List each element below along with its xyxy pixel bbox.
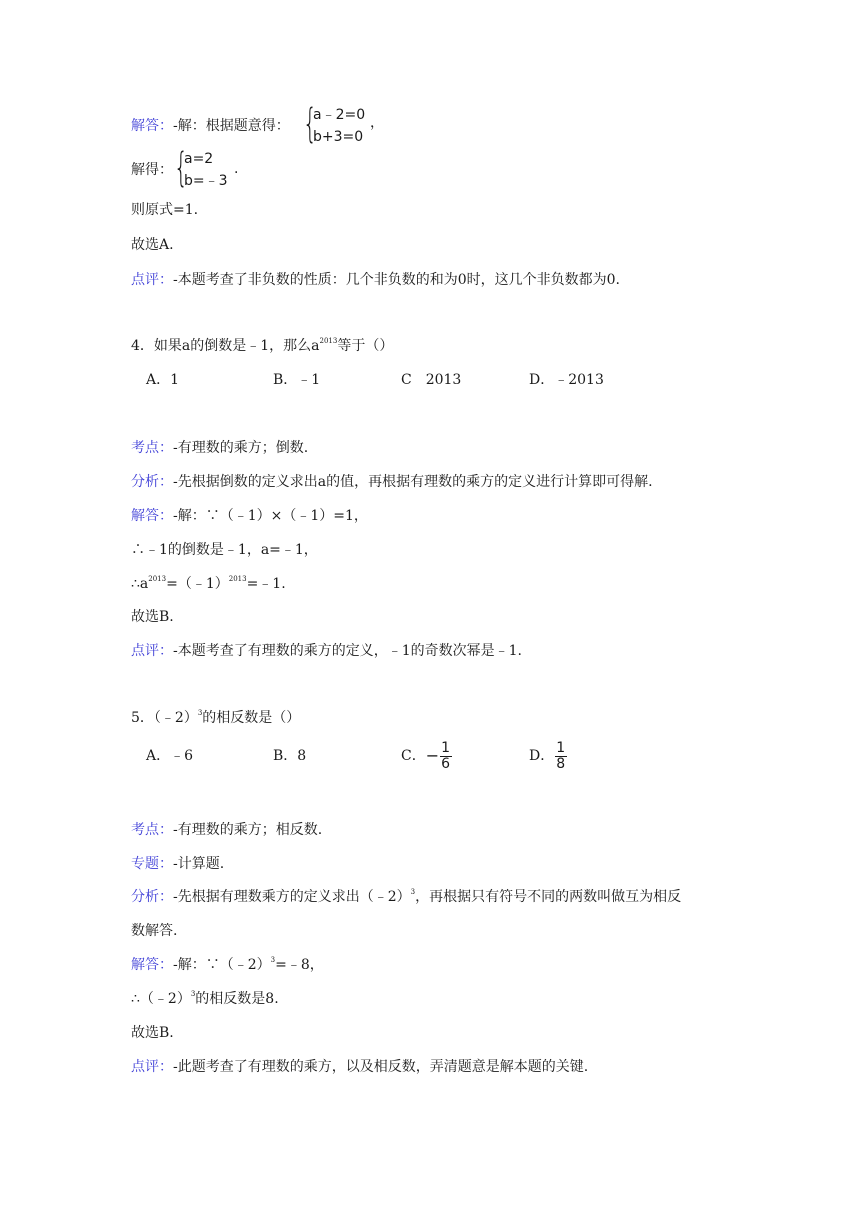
equation: b=﹣3	[184, 173, 228, 189]
kaodian-text: -有理数的乘方；相反数.	[173, 822, 323, 838]
q5-fenxi-line-2: 数解答.	[131, 923, 178, 939]
exponent: 2013	[319, 337, 338, 345]
prev-jieda-line	[131, 116, 290, 136]
denominator: 8	[556, 755, 566, 772]
q5-option-a: A．﹣6	[146, 748, 194, 764]
q5-fenxi-line	[131, 887, 681, 907]
q4-stem	[131, 336, 393, 356]
review-label: 点评：	[131, 643, 173, 659]
numerator: 1	[441, 739, 451, 756]
jieda-text: -解：∵（﹣2）	[173, 957, 271, 973]
option-label: D．	[529, 748, 555, 764]
q5-kaodian-line	[131, 820, 322, 840]
minus-sign: −	[425, 746, 440, 765]
exponent: 3	[410, 888, 416, 896]
brace: {	[174, 145, 188, 191]
equation: b+3=0	[313, 129, 364, 145]
review-label: 点评：	[131, 1059, 173, 1075]
choice-line: 故选A.	[131, 237, 174, 253]
equation-system-1	[303, 101, 384, 148]
q4-review-line	[131, 641, 522, 661]
equation-system-2	[174, 145, 254, 192]
q5-option-b: B．8	[273, 748, 307, 764]
q5-step-line	[131, 989, 279, 1009]
stem-text: 4．如果a的倒数是﹣1，那么a	[131, 338, 320, 354]
q4-step-line	[131, 574, 286, 594]
step-text: 的相反数是8.	[195, 991, 279, 1007]
punctuation: ，	[370, 115, 384, 131]
exponent: 3	[197, 709, 203, 717]
q4-option-c: C 2013	[401, 372, 462, 388]
fenxi-text: ，再根据只有符号不同的两数叫做互为相反	[415, 889, 682, 905]
q4-jieda-line	[131, 506, 368, 526]
q4-option-a: A．1	[146, 372, 180, 388]
jieda-text: -解：根据题意得：	[173, 118, 290, 134]
q4-option-d: D．﹣2013	[529, 372, 604, 388]
result-line: 则原式=1.	[131, 202, 199, 218]
q4-kaodian-line	[131, 438, 308, 458]
numerator: 1	[556, 739, 566, 756]
solve-line	[131, 160, 173, 180]
jieda-text: -解：∵（﹣1）×（﹣1）=1，	[173, 508, 368, 524]
denominator: 6	[441, 755, 451, 772]
q4-choice-line: 故选B.	[131, 609, 174, 625]
zhuanti-text: -计算题.	[173, 856, 225, 872]
q5-option-c	[401, 738, 452, 774]
fenxi-text: -先根据倒数的定义求出a的值，再根据有理数的乘方的定义进行计算即可得解.	[173, 474, 653, 490]
solve-text: 解得：	[131, 162, 173, 178]
q5-jieda-line	[131, 955, 324, 975]
review-line	[131, 270, 620, 290]
exponent: 2013	[148, 575, 167, 583]
q4-fenxi-line	[131, 472, 653, 492]
review-text: -本题考查了有理数的乘方的定义，﹣1的奇数次幂是﹣1.	[173, 643, 522, 659]
q4-step-line: ∴﹣1的倒数是﹣1，a=﹣1，	[131, 542, 318, 558]
option-label: C．	[401, 748, 426, 764]
fenxi-label: 分析：	[131, 889, 173, 905]
q5-review-line	[131, 1057, 588, 1077]
exponent: 3	[190, 990, 196, 998]
punctuation: .	[234, 161, 239, 177]
exponent: 3	[270, 956, 276, 964]
kaodian-text: -有理数的乘方；倒数.	[173, 440, 309, 456]
q5-zhuanti-line	[131, 854, 224, 874]
review-text: -本题考查了非负数的性质：几个非负数的和为0时，这几个非负数都为0.	[173, 272, 620, 288]
fenxi-label: 分析：	[131, 474, 173, 490]
step-text: =（﹣1）	[166, 576, 229, 592]
zhuanti-label: 专题：	[131, 856, 173, 872]
stem-text: 5．（﹣2）	[131, 710, 198, 726]
jieda-label: 解答：	[131, 118, 173, 134]
fraction	[554, 741, 567, 772]
step-text: ∴a	[131, 576, 149, 592]
exponent: 2013	[228, 575, 247, 583]
equation: a﹣2=0	[313, 107, 366, 123]
q5-stem	[131, 708, 300, 728]
step-text: =﹣1.	[246, 576, 286, 592]
fraction	[439, 741, 452, 772]
q5-option-d	[529, 738, 567, 774]
jieda-text: =﹣8，	[275, 957, 324, 973]
equation: a=2	[184, 151, 214, 167]
review-label: 点评：	[131, 272, 173, 288]
stem-text: 等于（）	[337, 338, 394, 354]
review-text: -此题考查了有理数的乘方，以及相反数，弄清题意是解本题的关键.	[173, 1059, 589, 1075]
q4-option-b: B．﹣1	[273, 372, 321, 388]
kaodian-label: 考点：	[131, 822, 173, 838]
jieda-label: 解答：	[131, 957, 173, 973]
q5-choice-line: 故选B.	[131, 1025, 174, 1041]
stem-text: 的相反数是（）	[202, 710, 301, 726]
brace: {	[303, 101, 317, 147]
fenxi-text: -先根据有理数乘方的定义求出（﹣2）	[173, 889, 411, 905]
step-text: ∴（﹣2）	[131, 991, 191, 1007]
jieda-label: 解答：	[131, 508, 173, 524]
kaodian-label: 考点：	[131, 440, 173, 456]
